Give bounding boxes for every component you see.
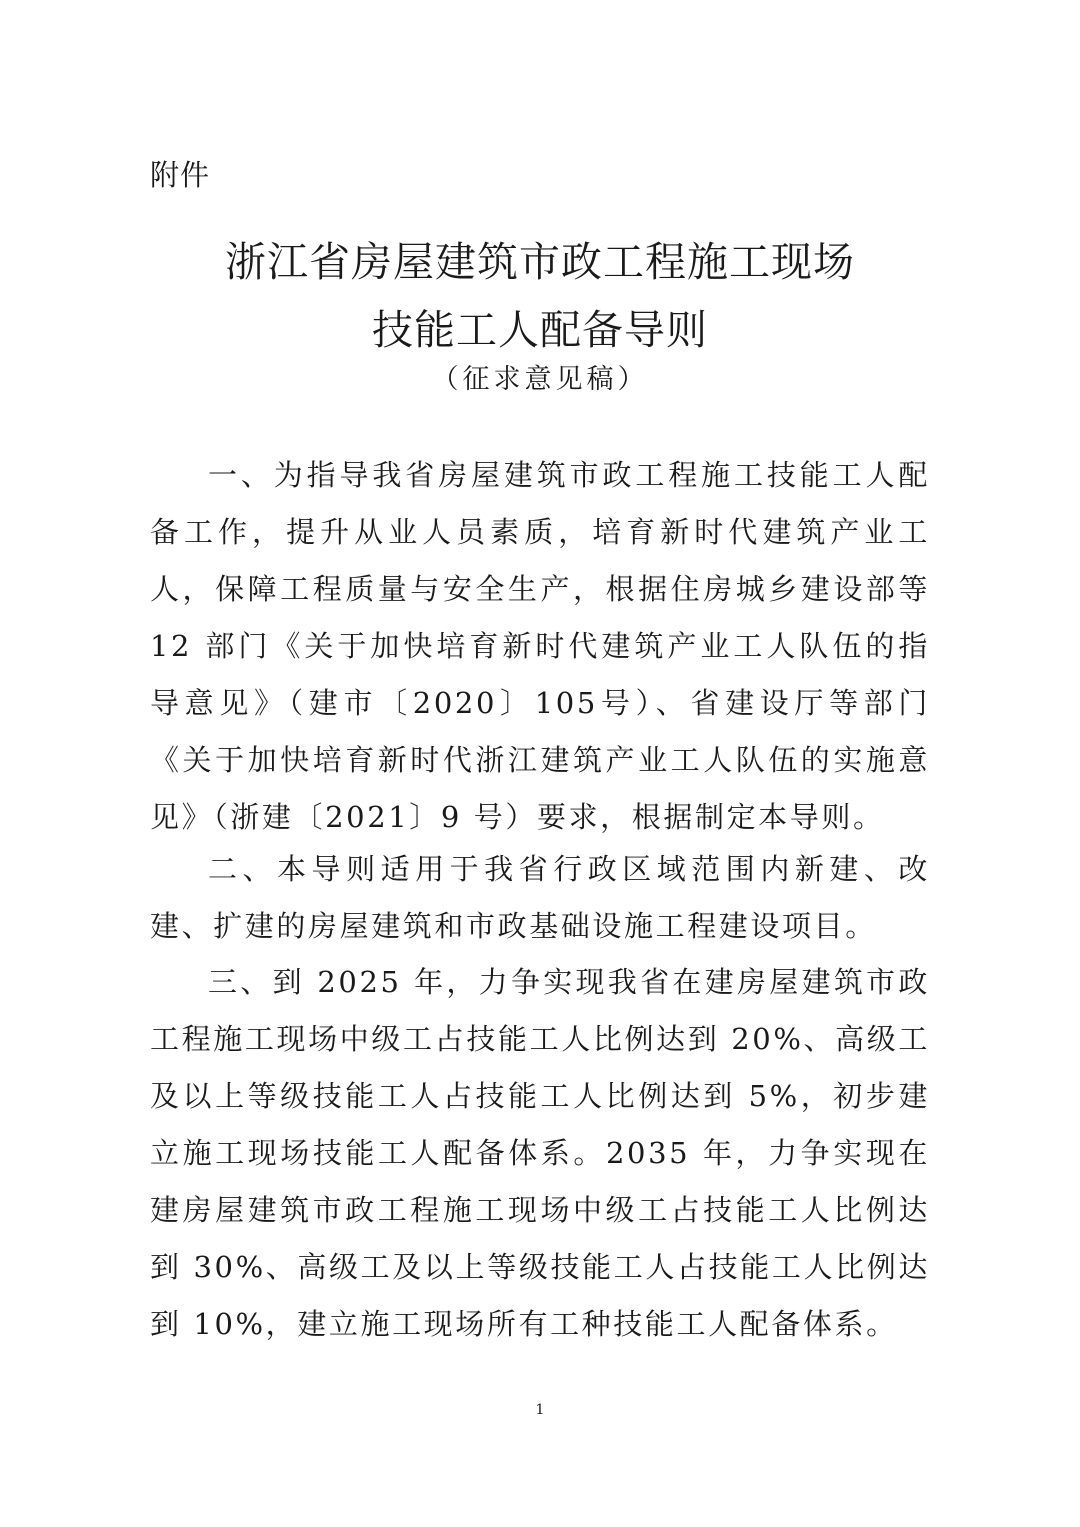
attachment-label: 附件: [150, 158, 211, 192]
document-title-line-1: 浙江省房屋建筑市政工程施工现场: [225, 238, 855, 286]
document-title-line-2: 技能工人配备导则: [372, 306, 708, 354]
page-number: 1: [535, 1402, 545, 1418]
paragraph-1: 一、为指导我省房屋建筑市政工程施工技能工人配备工作，提升从业人员素质，培育新时代建筑产业工人，保障工程质量与安全生产，根据住房城乡建设部等 12 部门《关于加快培育新时代建筑产业工人队伍的指导意见》（建市〔2020〕105号）、省建设厅等部门《关于加快培育新时代浙江建筑产业工人队伍的实施意见》（浙建〔2021〕9 号）要求，根据制定本导则。: [150, 458, 930, 834]
paragraph-3: 三、到 2025 年，力争实现我省在建房屋建筑市政工程施工现场中级工占技能工人比例达到 20%、高级工及以上等级技能工人占技能工人比例达到 5%，初步建立施工现场技能工人配备体系。2035 年，力争实现在建房屋建筑市政工程施工现场中级工占技能工人比例达到 30%、高级工及以上等级技能工人占技能工人比例达到 10%，建立施工现场所有工种技能工人配备体系。: [150, 965, 930, 1341]
document-subtitle: （征求意见稿）: [431, 364, 649, 395]
paragraph-2: 二、本导则适用于我省行政区域范围内新建、改建、扩建的房屋建筑和市政基础设施工程建设项目。: [150, 852, 930, 943]
